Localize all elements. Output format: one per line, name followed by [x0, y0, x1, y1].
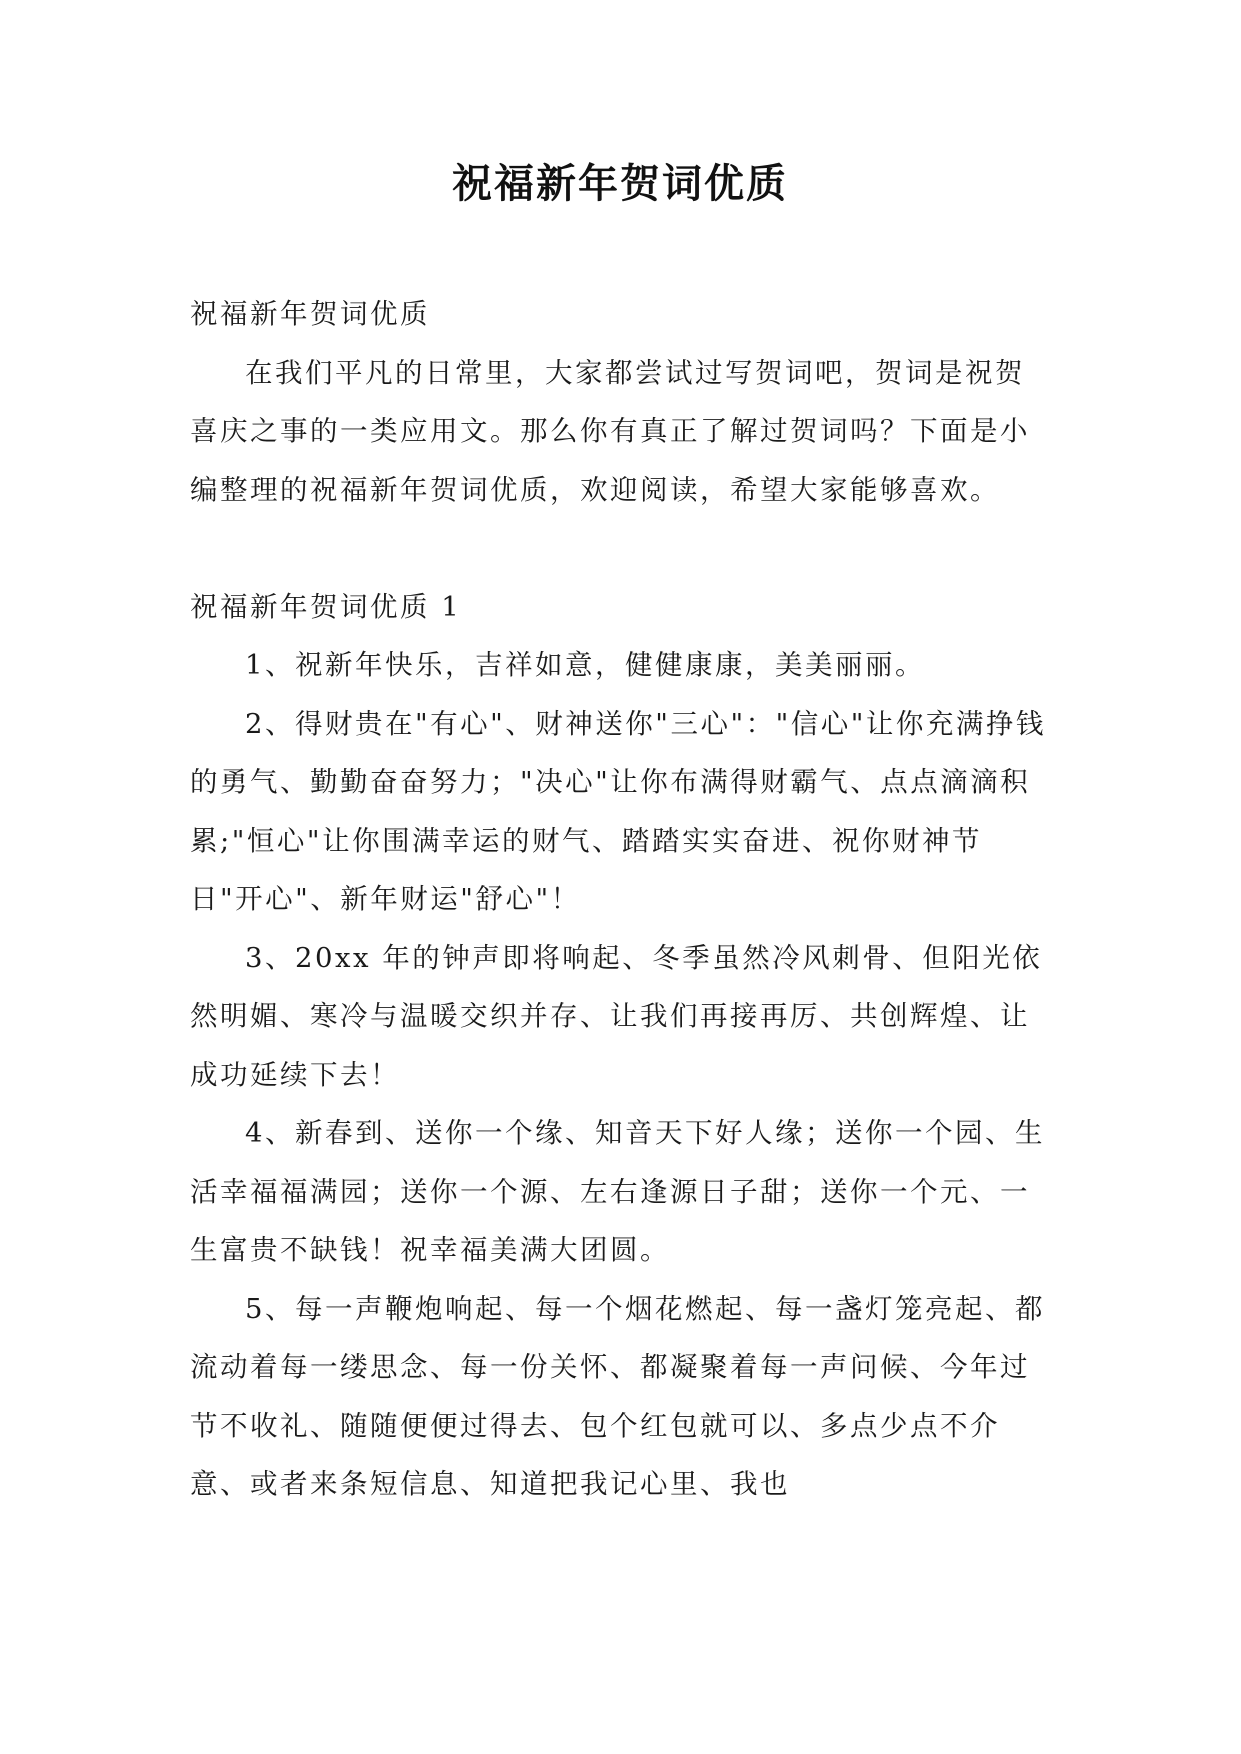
greeting-item-4: 4、新春到、送你一个缘、知音天下好人缘；送你一个园、生活幸福福满园；送你一个源、左右逢源日子甜；送你一个元、一生富贵不缺钱！祝幸福美满大团圆。 — [190, 1117, 1045, 1266]
paragraph-spacer — [190, 519, 1050, 578]
document-subtitle: 祝福新年贺词优质 — [190, 298, 430, 330]
document-page — [190, 0, 1060, 1754]
intro-paragraph: 在我们平凡的日常里，大家都尝试过写贺词吧，贺词是祝贺喜庆之事的一类应用文。那么你有真正了解过贺词吗？下面是小编整理的祝福新年贺词优质，欢迎阅读，希望大家能够喜欢。 — [190, 356, 1030, 506]
greeting-item-3: 3、20xx 年的钟声即将响起、冬季虽然冷风刺骨、但阳光依然明媚、寒冷与温暖交织并存、让我们再接再厉、共创辉煌、让成功延续下去！ — [190, 941, 1043, 1091]
document-title: 祝福新年贺词优质 — [452, 160, 788, 207]
greeting-item-5: 5、每一声鞭炮响起、每一个烟花燃起、每一盏灯笼亮起、都流动着每一缕思念、每一份关怀、都凝聚着每一声问候、今年过节不收礼、随随便便过得去、包个红包就可以、多点少点不介意、或者来条短信息、知道把我记心里、我也 — [190, 1292, 1045, 1500]
greeting-item-1: 1、祝新年快乐，吉祥如意，健健康康，美美丽丽。 — [245, 649, 925, 681]
section-heading: 祝福新年贺词优质 1 — [190, 590, 462, 623]
greeting-item-2: 2、得财贵在"有心"、财神送你"三心"："信心"让你充满挣钱的勇气、勤勤奋奋努力；"决心"让你布满得财霸气、点点滴滴积累;"恒心"让你围满幸运的财气、踏踏实实奋进、祝你财神节日"开心"、新年财运"舒心"！ — [190, 707, 1046, 915]
document-body — [190, 285, 1050, 1514]
